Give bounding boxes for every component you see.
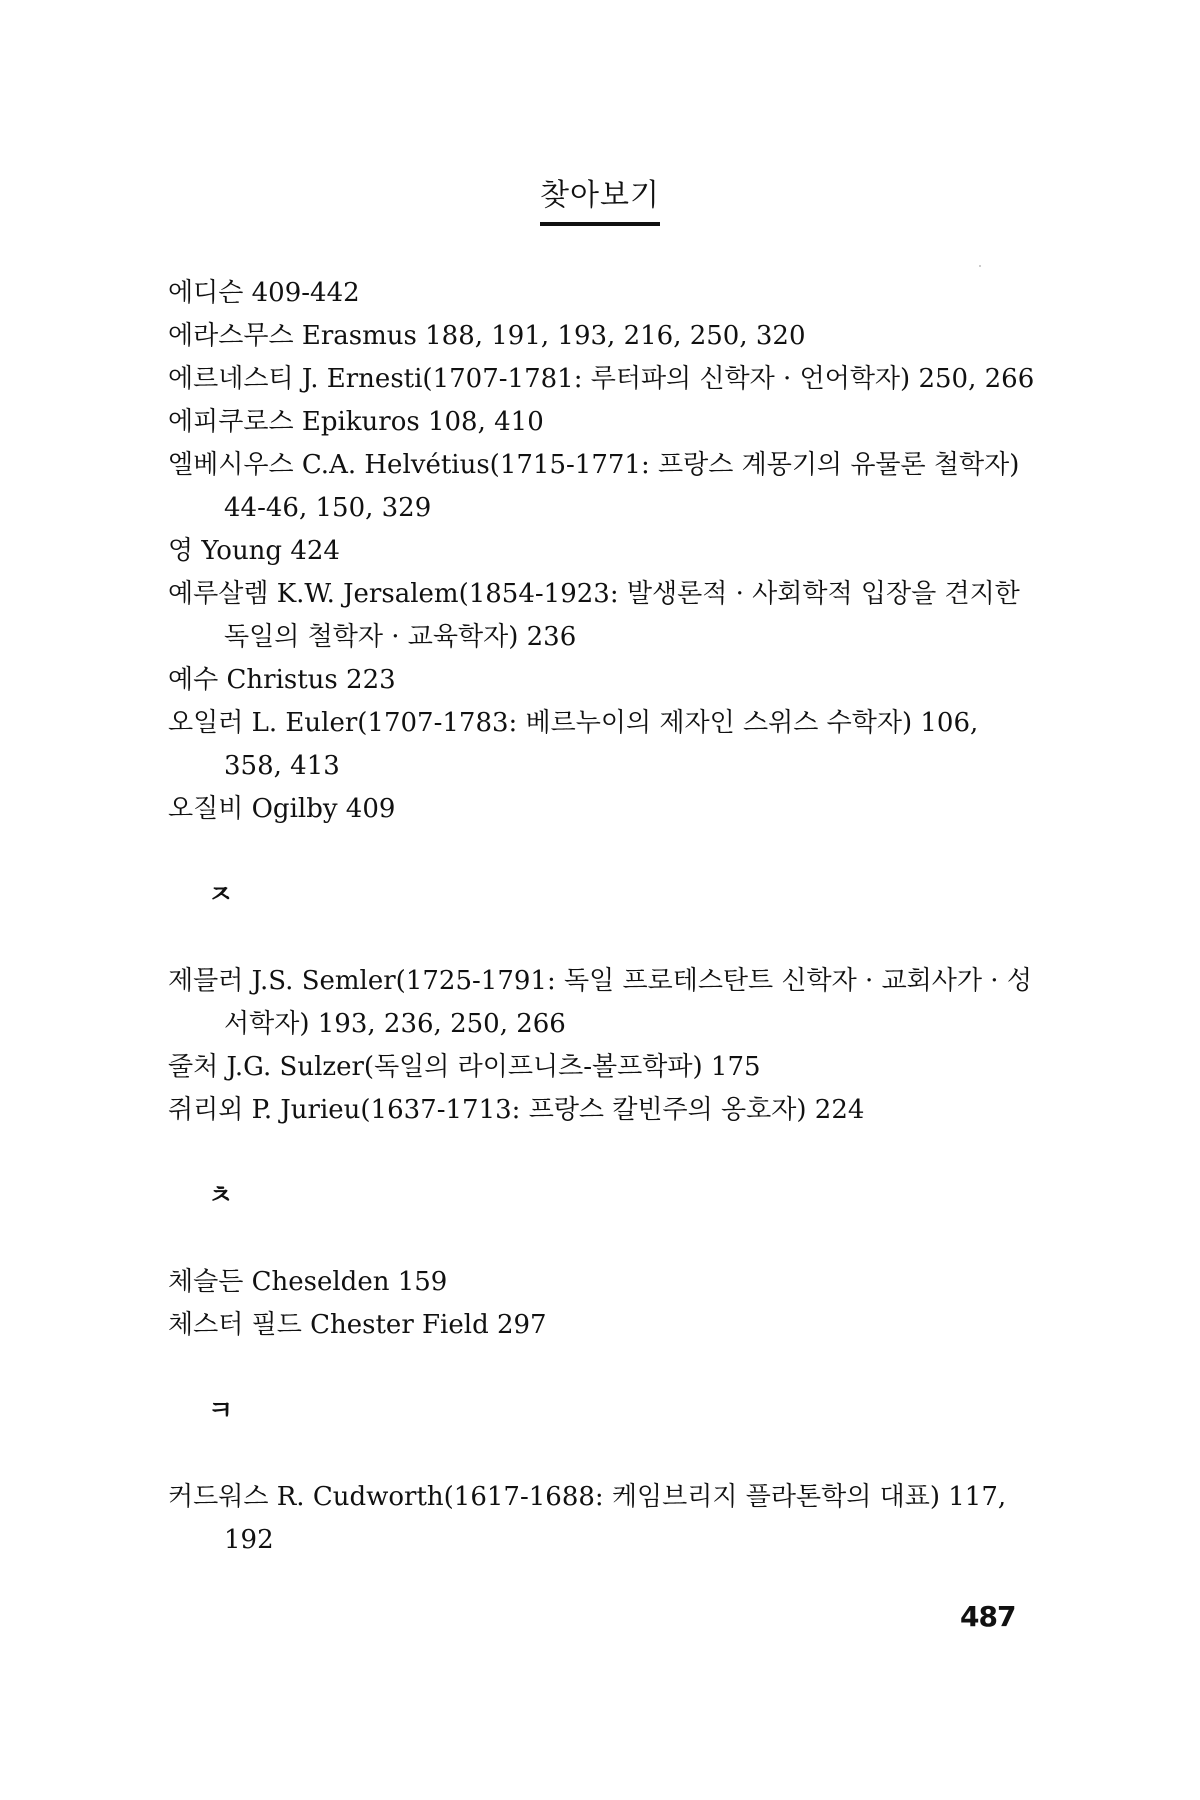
index-entry: 오일러 L. Euler(1707-1783: 베르누이의 제자인 스위스 수학자) 106, 358, 413 (168, 708, 979, 781)
index-section-o (168, 272, 1038, 831)
index-section-k (168, 1476, 1038, 1562)
index-entry: 에디슨 409-442 (168, 278, 360, 308)
index-entry: 쥐리외 P. Jurieu(1637-1713: 프랑스 칼빈주의 옹호자) 224 (168, 1095, 865, 1125)
page-header (0, 176, 1200, 226)
section-letter-j: ㅈ (208, 880, 234, 910)
section-letter-ch: ㅊ (208, 1181, 234, 1211)
index-entry: 에라스무스 Erasmus 188, 191, 193, 216, 250, 320 (168, 321, 806, 351)
index-section-j (168, 960, 1038, 1132)
index-entry: 줄처 J.G. Sulzer(독일의 라이프니츠-볼프학파) 175 (168, 1052, 761, 1082)
page-number: 487 (960, 1600, 1016, 1633)
index-entry: 예수 Christus 223 (168, 665, 396, 695)
index-list (168, 272, 1038, 1562)
index-entry: 체슬든 Cheselden 159 (168, 1267, 448, 1297)
index-entry: 영 Young 424 (168, 536, 340, 566)
index-entry: 에르네스티 J. Ernesti(1707-1781: 루터파의 신학자 · 언어학자) 250, 266 (168, 364, 1035, 394)
index-entry: 에피쿠로스 Epikuros 108, 410 (168, 407, 544, 437)
scan-speck (979, 265, 981, 267)
index-entry: 오질비 Ogilby 409 (168, 794, 396, 824)
section-letter-k: ㅋ (208, 1396, 234, 1426)
index-entry: 체스터 필드 Chester Field 297 (168, 1310, 547, 1340)
index-section-ch (168, 1261, 1038, 1347)
index-entry: 제믈러 J.S. Semler(1725-1791: 독일 프로테스탄트 신학자 · 교회사가 · 성서학자) 193, 236, 250, 266 (168, 966, 1032, 1039)
index-entry: 엘베시우스 C.A. Helvétius(1715-1771: 프랑스 계몽기의 유물론 철학자) 44-46, 150, 329 (168, 450, 1020, 523)
index-entry: 예루살렘 K.W. Jersalem(1854-1923: 발생론적 · 사회학적 입장을 견지한 독일의 철학자 · 교육학자) 236 (168, 579, 1020, 652)
page-title: 찾아보기 (540, 176, 660, 226)
index-entry: 커드워스 R. Cudworth(1617-1688: 케임브리지 플라톤학의 대표) 117, 192 (168, 1482, 1007, 1555)
